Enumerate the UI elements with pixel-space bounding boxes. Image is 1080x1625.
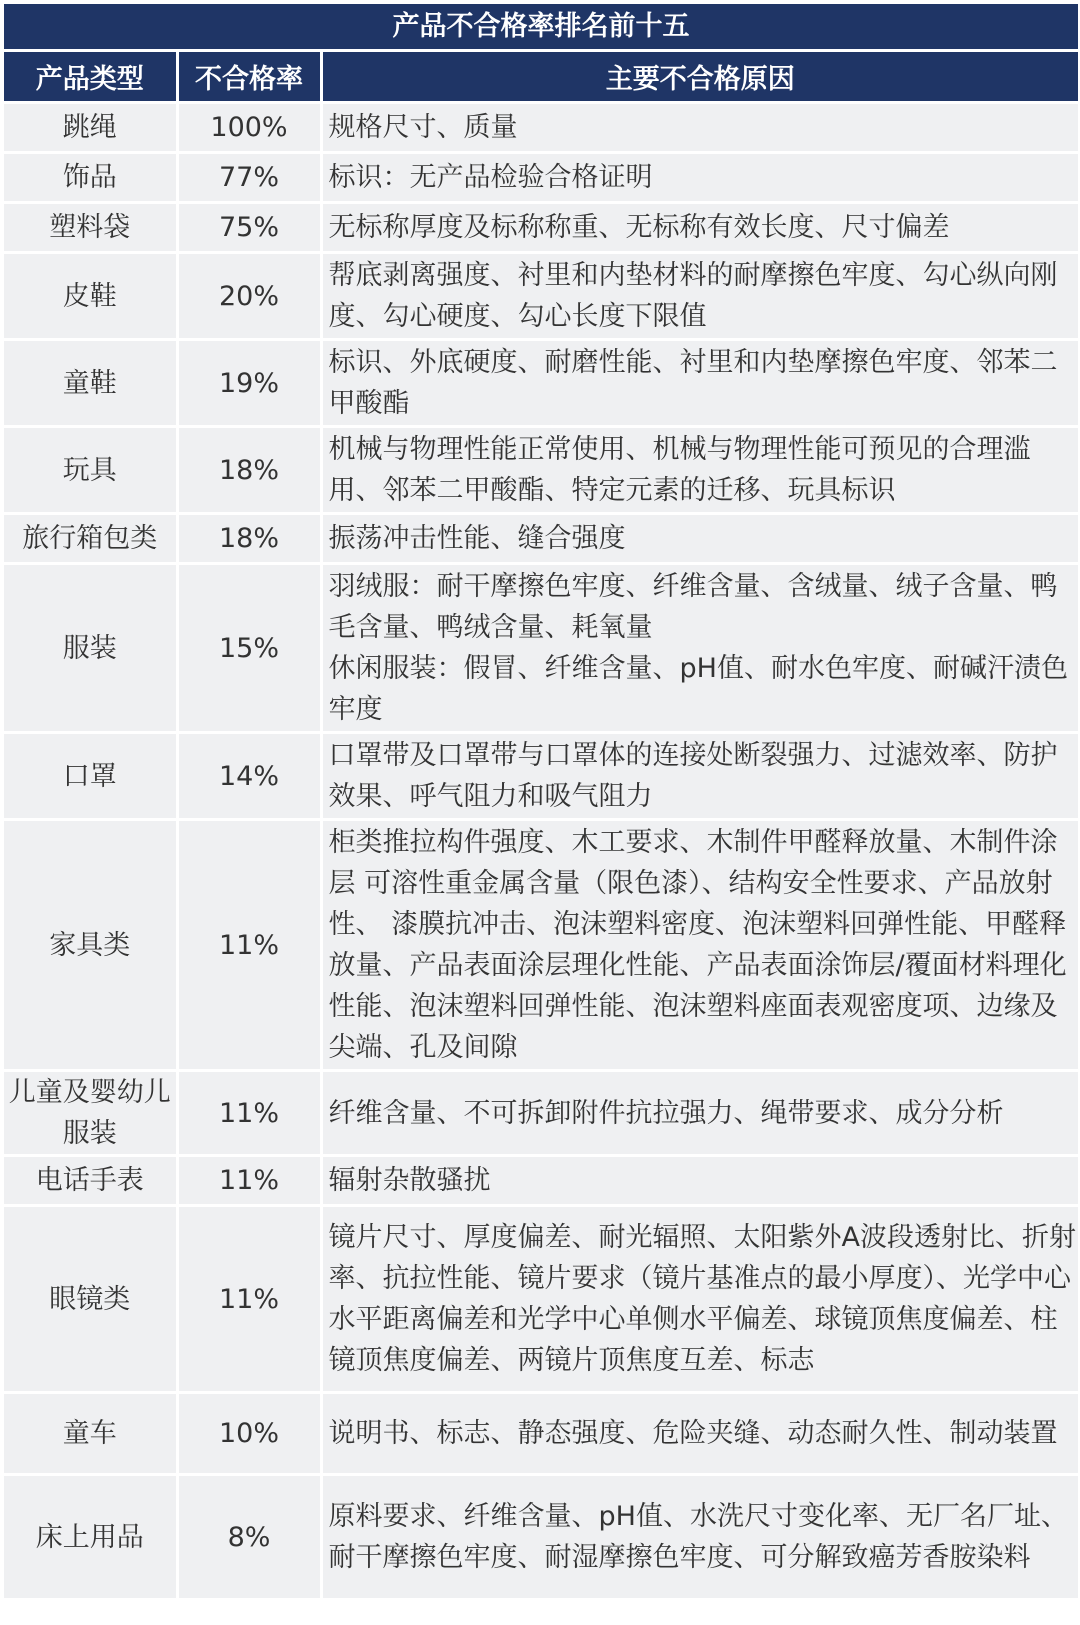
header-main-reasons: 主要不合格原因 (321, 52, 1078, 103)
header-fail-rate: 不合格率 (177, 52, 321, 103)
reason-text: 羽绒服：耐干摩擦色牢度、纤维含量、含绒量、绒子含量、鸭毛含量、鸭绒含量、耗氧量 (328, 571, 1058, 643)
table-row (4, 1475, 1078, 1600)
fail-rate-cell: 11% (177, 1156, 321, 1206)
fail-rate-cell: 10% (177, 1393, 321, 1475)
table-row (4, 733, 1078, 820)
reason-cell (321, 1393, 1078, 1475)
product-type-cell: 口罩 (4, 733, 177, 820)
product-type-cell: 跳绳 (4, 103, 177, 153)
fail-rate-cell: 8% (177, 1475, 321, 1600)
fail-rate-cell: 20% (177, 253, 321, 340)
product-type-cell: 童车 (4, 1393, 177, 1475)
reason-cell (321, 253, 1078, 340)
fail-rate-cell: 11% (177, 1206, 321, 1393)
product-type-cell: 饰品 (4, 153, 177, 203)
table-row (4, 103, 1078, 153)
reason-text: 振荡冲击性能、缝合强度 (328, 523, 626, 554)
product-type-cell: 皮鞋 (4, 253, 177, 340)
product-type-cell: 童鞋 (4, 340, 177, 427)
reason-text: 标识：无产品检验合格证明 (328, 162, 653, 193)
reason-cell (321, 733, 1078, 820)
table-row (4, 427, 1078, 514)
reason-text: 柜类推拉构件强度、木工要求、木制件甲醛释放量、木制件涂层 可溶性重金属含量（限色漆）、结构安全性要求、产品放射性、 漆膜抗冲击、泡沫塑料密度、泡沫塑料回弹性能、甲醛释放量、产品表面涂层理化性能、产品表面涂饰层/覆面材料理化性能、泡沫塑料回弹性能、泡沫塑料座面表观密度项、边缘及尖端、孔及间隙 (328, 827, 1067, 1063)
product-type-cell: 玩具 (4, 427, 177, 514)
reason-cell (321, 1206, 1078, 1393)
table-row (4, 1206, 1078, 1393)
product-type-cell: 服装 (4, 564, 177, 733)
product-type-cell: 眼镜类 (4, 1206, 177, 1393)
fail-rate-cell: 11% (177, 820, 321, 1071)
product-type-cell: 儿童及婴幼儿服装 (4, 1071, 177, 1156)
reason-cell (321, 820, 1078, 1071)
fail-rate-table (4, 52, 1078, 1601)
table-title: 产品不合格率排名前十五 (4, 4, 1078, 52)
table-row (4, 1071, 1078, 1156)
reason-cell (321, 427, 1078, 514)
reason-cell (321, 203, 1078, 253)
header-product-type: 产品类型 (4, 52, 177, 103)
table-row (4, 203, 1078, 253)
reason-text: 辐射杂散骚扰 (328, 1165, 491, 1196)
fail-rate-cell: 15% (177, 564, 321, 733)
reason-cell (321, 564, 1078, 733)
reason-cell (321, 153, 1078, 203)
reason-cell (321, 1156, 1078, 1206)
header-row (4, 52, 1078, 103)
reason-text: 标识、外底硬度、耐磨性能、衬里和内垫摩擦色牢度、邻苯二甲酸酯 (328, 347, 1058, 419)
reason-text: 休闲服装：假冒、纤维含量、pH值、耐水色牢度、耐碱汗渍色牢度 (328, 653, 1068, 725)
fail-rate-cell: 18% (177, 427, 321, 514)
reason-text: 口罩带及口罩带与口罩体的连接处断裂强力、过滤效率、防护效果、呼气阻力和吸气阻力 (328, 740, 1058, 812)
table-row (4, 253, 1078, 340)
table-row (4, 340, 1078, 427)
product-type-cell: 旅行箱包类 (4, 514, 177, 564)
fail-rate-cell: 14% (177, 733, 321, 820)
reason-text: 机械与物理性能正常使用、机械与物理性能可预见的合理滥用、邻苯二甲酸酯、特定元素的迁移、玩具标识 (328, 434, 1031, 506)
reason-text: 说明书、标志、静态强度、危险夹缝、动态耐久性、制动装置 (328, 1418, 1058, 1449)
reason-text: 无标称厚度及标称称重、无标称有效长度、尺寸偏差 (328, 212, 950, 243)
reason-text: 原料要求、纤维含量、pH值、水洗尺寸变化率、无厂名厂址、耐干摩擦色牢度、耐湿摩擦色牢度、可分解致癌芳香胺染料 (328, 1501, 1068, 1573)
table-row (4, 153, 1078, 203)
reason-cell (321, 1071, 1078, 1156)
reason-cell (321, 340, 1078, 427)
fail-rate-cell: 75% (177, 203, 321, 253)
table-container (4, 4, 1078, 1601)
reason-cell (321, 103, 1078, 153)
fail-rate-cell: 19% (177, 340, 321, 427)
table-row (4, 820, 1078, 1071)
table-row (4, 514, 1078, 564)
product-type-cell: 塑料袋 (4, 203, 177, 253)
reason-cell (321, 514, 1078, 564)
fail-rate-cell: 11% (177, 1071, 321, 1156)
product-type-cell: 床上用品 (4, 1475, 177, 1600)
reason-cell (321, 1475, 1078, 1600)
fail-rate-cell: 100% (177, 103, 321, 153)
reason-text: 镜片尺寸、厚度偏差、耐光辐照、太阳紫外A波段透射比、折射率、抗拉性能、镜片要求（镜片基准点的最小厚度）、光学中心水平距离偏差和光学中心单侧水平偏差、球镜顶焦度偏差、柱镜顶焦度偏差、两镜片顶焦度互差、标志 (328, 1222, 1076, 1376)
reason-text: 帮底剥离强度、衬里和内垫材料的耐摩擦色牢度、勾心纵向刚度、勾心硬度、勾心长度下限值 (328, 260, 1058, 332)
reason-text: 纤维含量、不可拆卸附件抗拉强力、绳带要求、成分分析 (328, 1097, 1004, 1129)
reason-text: 规格尺寸、质量 (328, 112, 518, 143)
product-type-cell: 家具类 (4, 820, 177, 1071)
table-row (4, 1393, 1078, 1475)
fail-rate-cell: 77% (177, 153, 321, 203)
table-row (4, 1156, 1078, 1206)
table-row (4, 564, 1078, 733)
fail-rate-cell: 18% (177, 514, 321, 564)
product-type-cell: 电话手表 (4, 1156, 177, 1206)
